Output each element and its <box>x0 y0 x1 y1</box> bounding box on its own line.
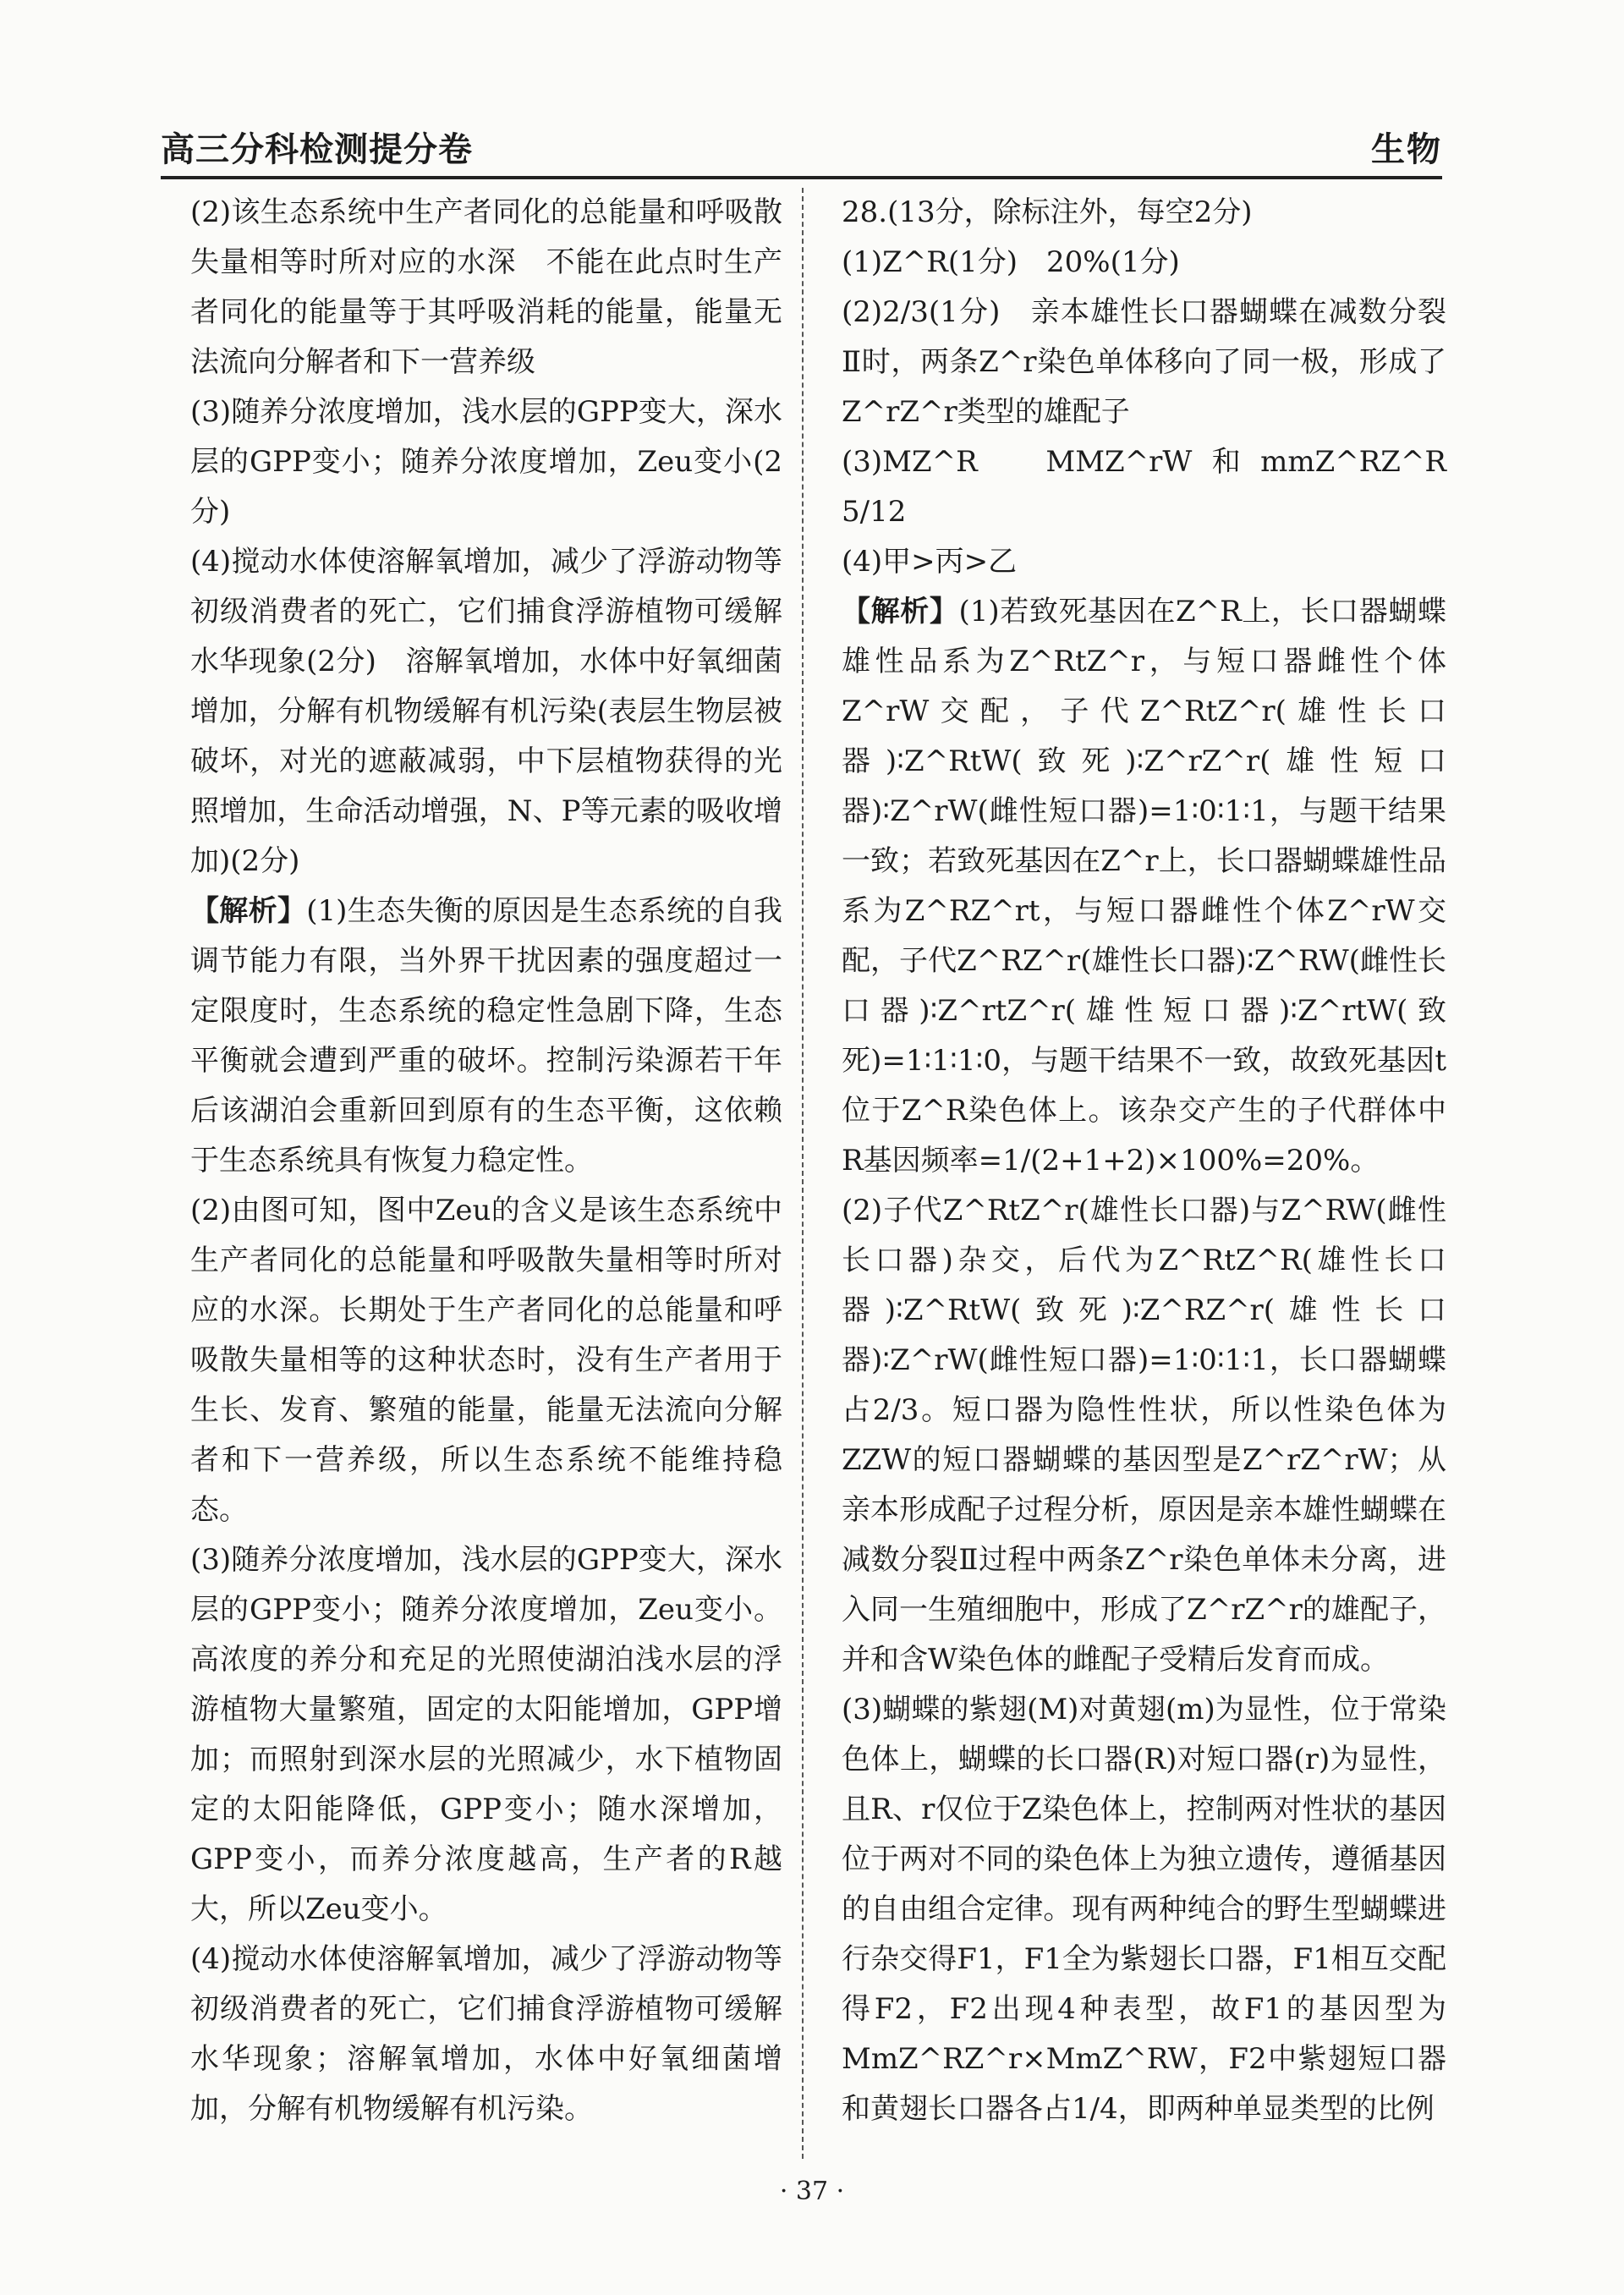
analysis-text: (2)由图可知，图中Zeu的含义是该生态系统中生产者同化的总能量和呼吸散失量相等时所对应的水深。长期处于生产者同化的总能量和呼吸散失量相等的这种状态时，没有生产者用于生长、发育、繁殖的能量，能量无法流向分解者和下一营养级，所以生态系统不能维持稳态。 <box>190 1194 782 1527</box>
header-series-title: 高三分科检测提分卷 <box>161 129 473 169</box>
analysis-text: (3)蝴蝶的紫翅(M)对黄翅(m)为显性，位于常染色体上，蝴蝶的长口器(R)对短口器(r)为显性，且R、r仅位于Z染色体上，控制两对性状的基因位于两对不同的染色体上为独立遗传，遵循基因的自由组合定律。现有两种纯合的野生型蝴蝶进行杂交得F1，F1全为紫翅长口器，F1相互交配得F2，F2出现4种表型，故F1的基因型为MmZ^RZ^r×MmZ^RW，F2中紫翅短口器和黄翅长口器各占1/4，即两种单显类型的比例 <box>842 1693 1446 2126</box>
answer-paragraph <box>842 537 1446 587</box>
header-subject: 生物 <box>1371 129 1442 169</box>
answer-text: (4)搅动水体使溶解氧增加，减少了浮游动物等初级消费者的死亡，它们捕食浮游植物可缓解水华现象(2分) 溶解氧增加，水体中好氧细菌增加，分解有机物缓解有机污染(表层生物层被破坏，对光的遮蔽减弱，中下层植物获得的光照增加，生命活动增强，N、P等元素的吸收增加)(2分) <box>190 545 782 878</box>
question-heading-text: 28.(13分，除标注外，每空2分) <box>842 195 1253 229</box>
answer-text: (1)Z^R(1分) 20%(1分) <box>842 245 1180 279</box>
answer-paragraph <box>190 537 782 887</box>
analysis-text: (4)搅动水体使溶解氧增加，减少了浮游动物等初级消费者的死亡，它们捕食浮游植物可缓解水华现象；溶解氧增加，水体中好氧细菌增加，分解有机物缓解有机污染。 <box>190 1942 782 2126</box>
answer-paragraph <box>842 238 1446 288</box>
answer-text: (3)MZ^R MMZ^rW和mmZ^RZ^R 5/12 <box>842 445 1475 529</box>
left-column <box>190 188 782 2134</box>
answer-paragraph <box>190 387 782 537</box>
answer-text: (4)甲>丙>乙 <box>842 545 1018 579</box>
analysis-tag: 【解析】 <box>190 894 307 928</box>
analysis-tag: 【解析】 <box>842 595 959 629</box>
analysis-paragraph <box>190 1186 782 1535</box>
analysis-text: (3)随养分浓度增加，浅水层的GPP变大，深水层的GPP变小；随养分浓度增加，Zeu变小。高浓度的养分和充足的光照使湖泊浅水层的浮游植物大量繁殖，固定的太阳能增加，GPP增加；而照射到深水层的光照减少，水下植物固定的太阳能降低，GPP变小；随水深增加，GPP变小，而养分浓度越高，生产者的R越大，所以Zeu变小。 <box>190 1543 782 1926</box>
question-heading <box>842 188 1446 238</box>
answer-paragraph <box>842 437 1475 537</box>
analysis-paragraph <box>842 1186 1446 1685</box>
analysis-paragraph <box>190 1535 782 1935</box>
analysis-paragraph <box>842 587 1446 1186</box>
analysis-text: (2)子代Z^RtZ^r(雄性长口器)与Z^RW(雌性长口器)杂交，后代为Z^RtZ^R(雄性长口器)∶Z^RtW(致死)∶Z^RZ^r(雄性长口器)∶Z^rW(雌性短口器)=1∶0∶1∶1，长口器蝴蝶占2/3。短口器为隐性性状，所以性染色体为ZZW的短口器蝴蝶的基因型是Z^rZ^rW；从亲本形成配子过程分析，原因是亲本雄性蝴蝶在减数分裂Ⅱ过程中两条Z^r染色单体未分离，进入同一生殖细胞中，形成了Z^rZ^r的雄配子，并和含W染色体的雌配子受精后发育而成。 <box>842 1194 1446 1677</box>
analysis-text: (1)若致死基因在Z^R上，长口器蝴蝶雄性品系为Z^RtZ^r，与短口器雌性个体Z^rW交配，子代Z^RtZ^r(雄性长口器)∶Z^RtW(致死)∶Z^rZ^r(雄性短口器)∶Z^rW(雌性短口器)=1∶0∶1∶1，与题干结果一致；若致死基因在Z^r上，长口器蝴蝶雄性品系为Z^RZ^rt，与短口器雌性个体Z^rW交配，子代Z^RZ^r(雄性长口器)∶Z^RW(雌性长口器)∶Z^rtZ^r(雄性短口器)∶Z^rtW(致死)=1∶1∶1∶0，与题干结果不一致，故致死基因t位于Z^R染色体上。该杂交产生的子代群体中R基因频率=1/(2+1+2)×100%=20%。 <box>842 595 1447 1178</box>
column-divider <box>802 188 804 2159</box>
page-number: · 37 · <box>779 2177 845 2206</box>
analysis-text: (1)生态失衡的原因是生态系统的自我调节能力有限，当外界干扰因素的强度超过一定限度时，生态系统的稳定性急剧下降，生态平衡就会遭到严重的破坏。控制污染源若干年后该湖泊会重新回到原有的生态平衡，这依赖于生态系统具有恢复力稳定性。 <box>190 894 782 1178</box>
answer-text: (2)2/3(1分) 亲本雄性长口器蝴蝶在减数分裂Ⅱ时，两条Z^r染色单体移向了同一极，形成了Z^rZ^r类型的雄配子 <box>842 295 1446 429</box>
answer-paragraph <box>190 188 782 387</box>
analysis-paragraph <box>190 1935 782 2134</box>
page-header <box>161 127 1442 179</box>
answer-paragraph <box>842 288 1446 437</box>
analysis-paragraph <box>190 887 782 1186</box>
answer-text: (3)随养分浓度增加，浅水层的GPP变大，深水层的GPP变小；随养分浓度增加，Zeu变小(2分) <box>190 395 782 529</box>
analysis-paragraph <box>842 1685 1446 2134</box>
right-column <box>842 188 1475 2134</box>
header-rule <box>161 176 1442 179</box>
answer-text: (2)该生态系统中生产者同化的总能量和呼吸散失量相等时所对应的水深 不能在此点时生产者同化的能量等于其呼吸消耗的能量，能量无法流向分解者和下一营养级 <box>190 195 782 379</box>
